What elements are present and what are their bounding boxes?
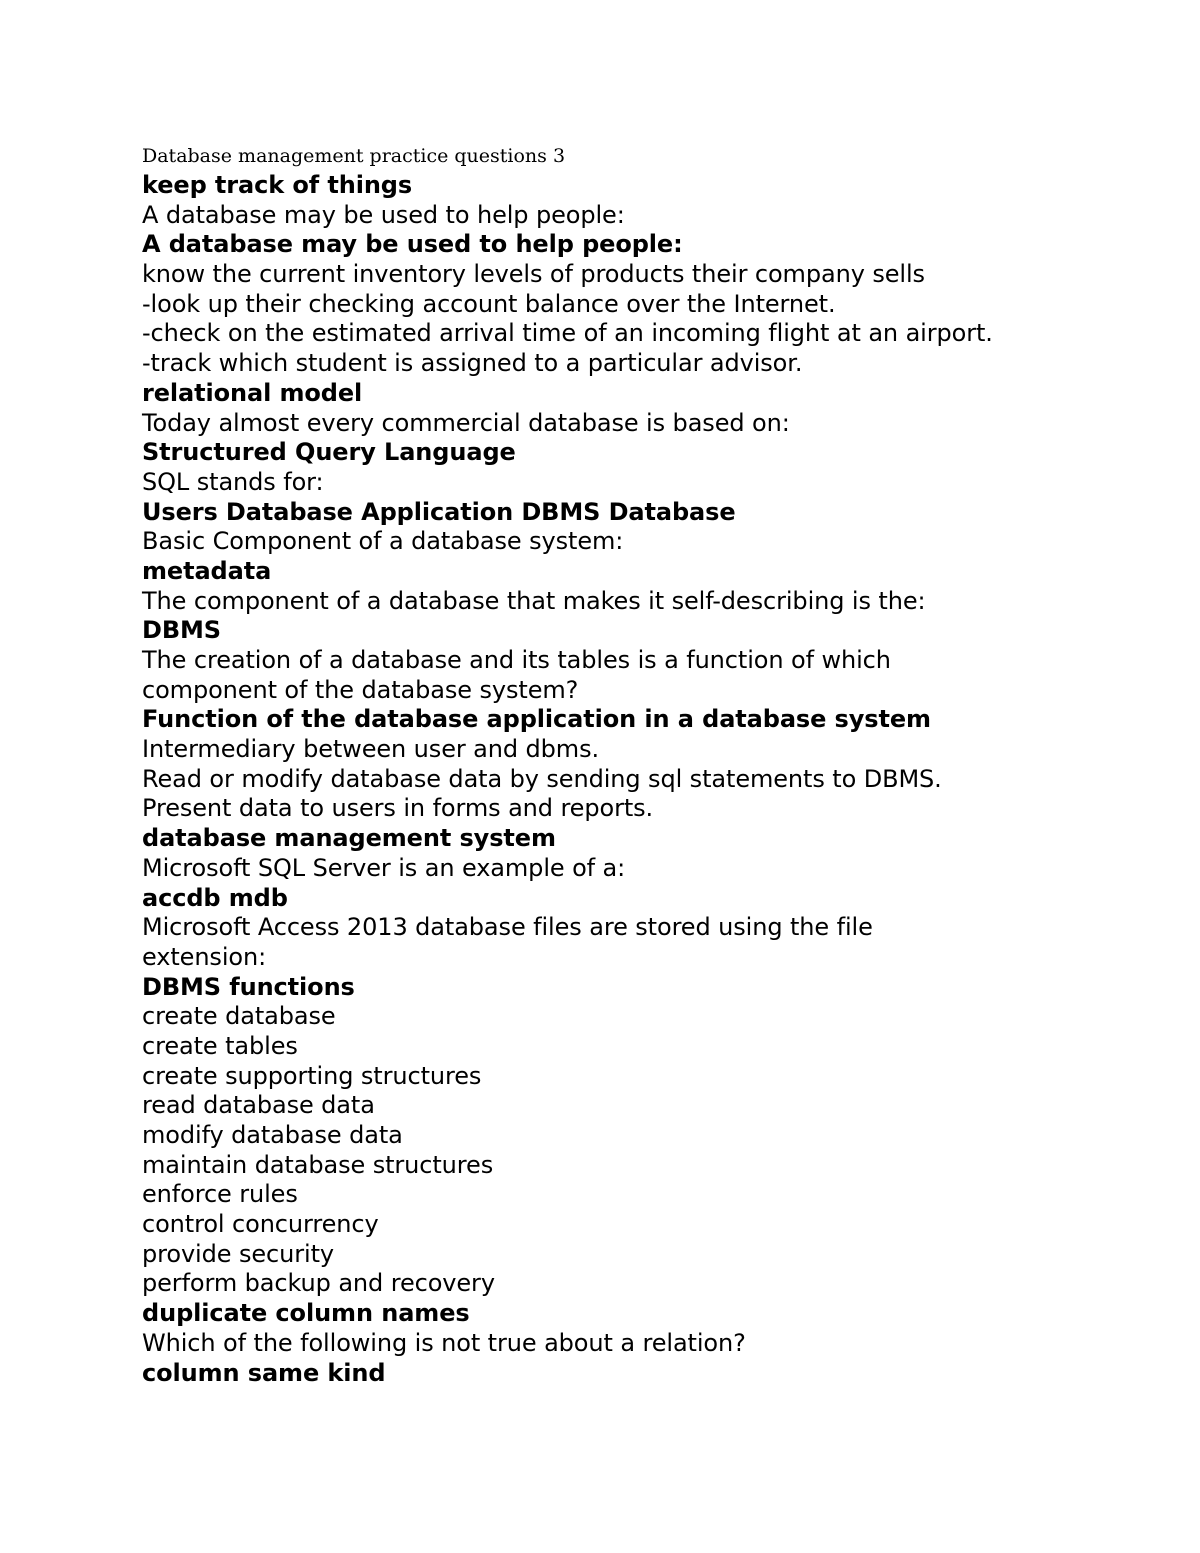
- definition-line: perform backup and recovery: [142, 1269, 495, 1298]
- document-title: Database management practice questions 3: [142, 145, 566, 167]
- definition-line: Microsoft SQL Server is an example of a:: [142, 853, 626, 882]
- definition-line: -track which student is assigned to a particular advisor.: [142, 349, 803, 378]
- definition-line: Basic Component of a database system:: [142, 527, 624, 556]
- definition-line: -check on the estimated arrival time of an incoming flight at an airport.: [142, 319, 993, 348]
- definition-line: Today almost every commercial database is based on:: [142, 408, 790, 437]
- question-list: [142, 171, 1142, 1388]
- term-line: DBMS functions: [142, 972, 355, 1001]
- term-line: database management system: [142, 824, 556, 853]
- definition-line: The creation of a database and its tables is a function of which: [142, 646, 891, 674]
- definition-line: extension:: [142, 942, 267, 971]
- term-line: DBMS: [142, 616, 221, 645]
- definition-line: maintain database structures: [142, 1150, 494, 1179]
- definition-line: -look up their checking account balance over the Internet.: [142, 289, 836, 318]
- definition-line: SQL stands for:: [142, 467, 324, 496]
- term-line: A database may be used to help people:: [142, 230, 683, 259]
- definition-line: Microsoft Access 2013 database files are stored using the file: [142, 913, 873, 942]
- definition-line: create database: [142, 1002, 336, 1031]
- definition-line: component of the database system?: [142, 675, 579, 704]
- definition-line: create tables: [142, 1031, 298, 1060]
- term-line: Users Database Application DBMS Database: [142, 497, 736, 526]
- definition-line: create supporting structures: [142, 1061, 482, 1090]
- term-line: keep track of things: [142, 171, 413, 199]
- term-line: metadata: [142, 556, 272, 585]
- definition-line: The component of a database that makes it self-describing is the:: [142, 586, 926, 615]
- definition-line: know the current inventory levels of products their company sells: [142, 260, 925, 289]
- definition-line: control concurrency: [142, 1210, 379, 1239]
- definition-line: provide security: [142, 1239, 334, 1268]
- document-body: [142, 141, 1142, 1388]
- term-line: duplicate column names: [142, 1299, 470, 1328]
- definition-line: read database data: [142, 1091, 375, 1120]
- term-line: Function of the database application in a database system: [142, 705, 931, 734]
- term-line: column same kind: [142, 1358, 386, 1387]
- definition-line: enforce rules: [142, 1180, 298, 1209]
- definition-line: Read or modify database data by sending sql statements to DBMS.: [142, 764, 942, 793]
- definition-line: Present data to users in forms and reports.: [142, 794, 654, 823]
- definition-line: Intermediary between user and dbms.: [142, 735, 600, 764]
- definition-line: modify database data: [142, 1121, 403, 1149]
- term-line: accdb mdb: [142, 883, 288, 912]
- term-line: relational model: [142, 378, 363, 407]
- term-line: Structured Query Language: [142, 438, 516, 467]
- definition-line: A database may be used to help people:: [142, 200, 625, 229]
- definition-line: Which of the following is not true about a relation?: [142, 1328, 746, 1357]
